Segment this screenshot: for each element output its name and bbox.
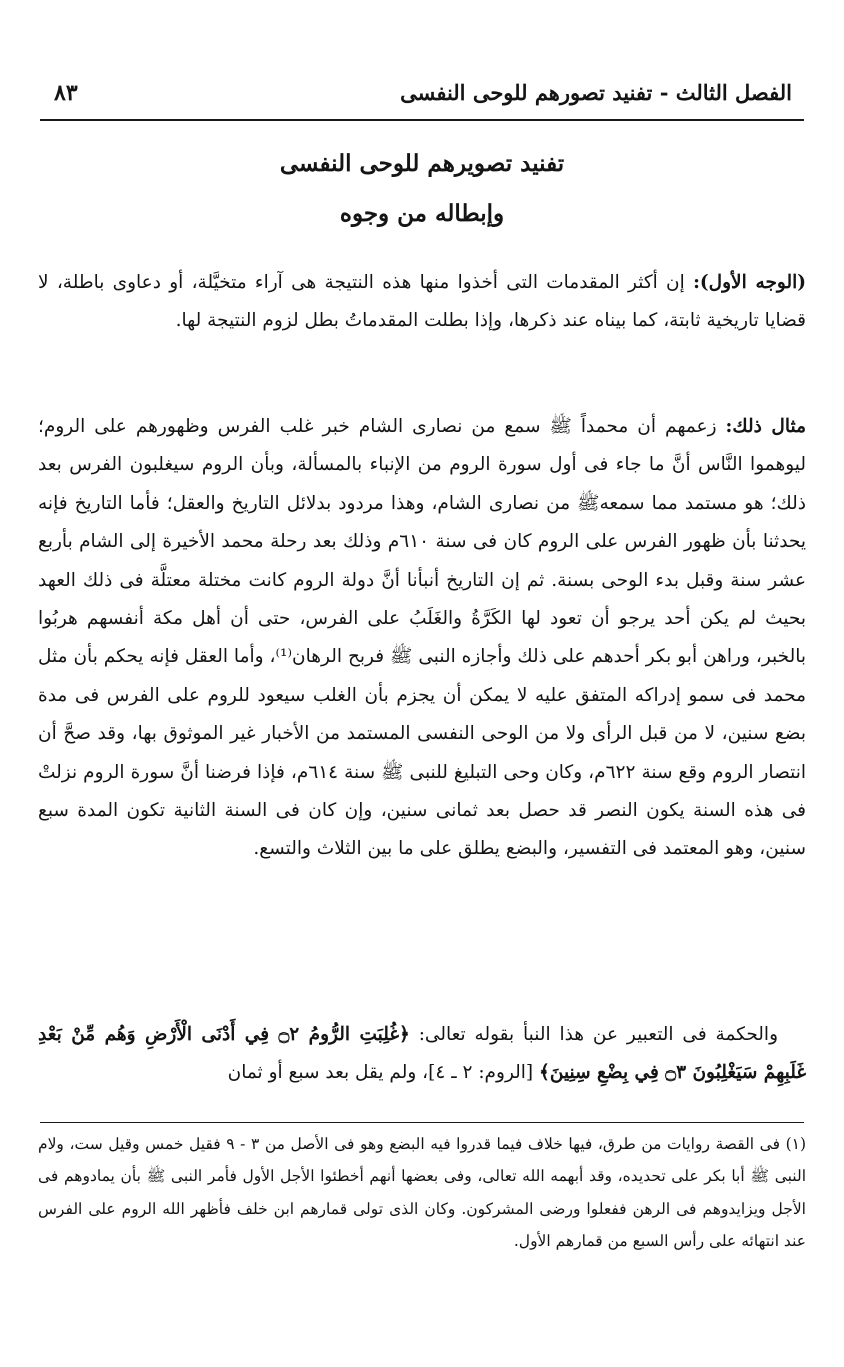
paragraph-example	[38, 408, 806, 869]
running-header	[40, 70, 804, 120]
paragraph-lead: (الوجه الأول):	[693, 272, 806, 293]
paragraph-text: [الروم: ٢ ـ ٤]، ولم يقل بعد سبع أو ثمان	[227, 1062, 534, 1084]
header-rule	[40, 119, 804, 121]
chapter-title: الفصل الثالث - تفنيد تصورهم للوحى النفسى	[400, 80, 792, 105]
paragraph-text: إن أكثر المقدمات التى أخذوا منها هذه النتيجة هى آراء متخيَّلة، أو دعاوى باطلة، لا قضايا تاريخية ثابتة، كما بيناه عند ذكرها، وإذا بطلت المقدماتُ بطل لزوم النتيجة لها.	[38, 272, 806, 332]
quran-verse: ﴿غُلِبَتِ الرُّومُ ۝٢ فِي أَدْنَى الْأَرْضِ وَهُم مِّنْ بَعْدِ غَلَبِهِمْ سَيَغْلِبُونَ ۝٣ فِي بِضْعِ سِنِينَ﴾	[38, 1024, 806, 1084]
footnote-rule	[40, 1122, 804, 1123]
paragraph-wisdom	[38, 1016, 806, 1093]
section-title: تفنيد تصويرهم للوحى النفسى	[279, 150, 565, 177]
paragraph-lead: مثال ذلك:	[725, 416, 806, 437]
section-subtitle: وإبطاله من وجوه	[339, 200, 505, 227]
footnote: (١) فى القصة روايات من طرق، فيها خلاف فيما قدروا فيه البضع وهو فى الأصل من ٣ - ٩ فقيل خمس وقيل ست، ولام النبى ﷺ أبا بكر على تحديده، وقد أبهمه الله تعالى، وفى بعضها أنهم أخطئوا الأجل الأول فأمر النبى ﷺ بأن يمادوهم فى الأجل ويزايدوهم فى الرهن ففعلوا ورضى المشركون. وكان الذى تولى قمارهم ابن خلف فأظهر الله الروم على الفرس عند انتهائه على رأس السبع من قمارهم الأول.	[38, 1135, 807, 1251]
paragraph-text: زعمهم أن محمداً ﷺ سمع من نصارى الشام خبر غلب الفرس وظهورهم على الروم؛ ليوهموا النَّاس أنَّ ما جاء فى أول سورة الروم من الإنباء بالمسألة، وبأن الروم سيغلبون الفرس بعد ذلك؛ هو مستمد مما سمعهﷺ من نصارى الشام، وهذا مردود بدلائل التاريخ والعقل؛ فأما التاريخ فإنه يحدثنا بأن ظهور الفرس على الروم كان فى سنة ٦١٠م وذلك بعد رحلة محمد الأخيرة إلى الشام بأربع عشر سنة وقبل بدء الوحى بسنة. ثم إن التاريخ أنبأنا أنَّ دولة الروم كانت مختلة معتلَّة فى ذلك العهد بحيث لم يكن أحد يرجو أن تعود لها الكَرَّةُ والغَلَبُ على الفرس، حتى أن أهل مكة أنفسهم هربُوا بالخبر، وراهن أبو بكر أحدهم على ذلك وأجازه النبى ﷺ فربح الرهان⁽¹⁾، وأما العقل فإنه يحكم بأن مثل محمد فى سمو إدراكه المتفق عليه لا يمكن أن يجزم بأن الغلب سيعود للروم على الفرس فى مدة بضع سنين، لا من قبل الرأى ولا من الوحى النفسى المستمد من الأخبار غير الموثوق بها، وقد صحَّ أن انتصار الروم وقع سنة ٦٢٢م، وكان وحى التبليغ للنبى ﷺ سنة ٦١٤م، فإذا فرضنا أنَّ سورة الروم نزلتْ فى هذه السنة يكون النصر قد حصل بعد ثمانى سنين، وإن كان فى السنة الثانية تكون المدة سبع سنين، وهو المعتمد فى التفسير، والبضع يطلق على ما بين الثلاث والتسع.	[38, 416, 807, 860]
page-number: ٨٣	[54, 80, 78, 106]
paragraph-first-aspect	[38, 264, 806, 341]
paragraph-text: والحكمة فى التعبير عن هذا النبأ بقوله تعالى:	[418, 1024, 779, 1045]
